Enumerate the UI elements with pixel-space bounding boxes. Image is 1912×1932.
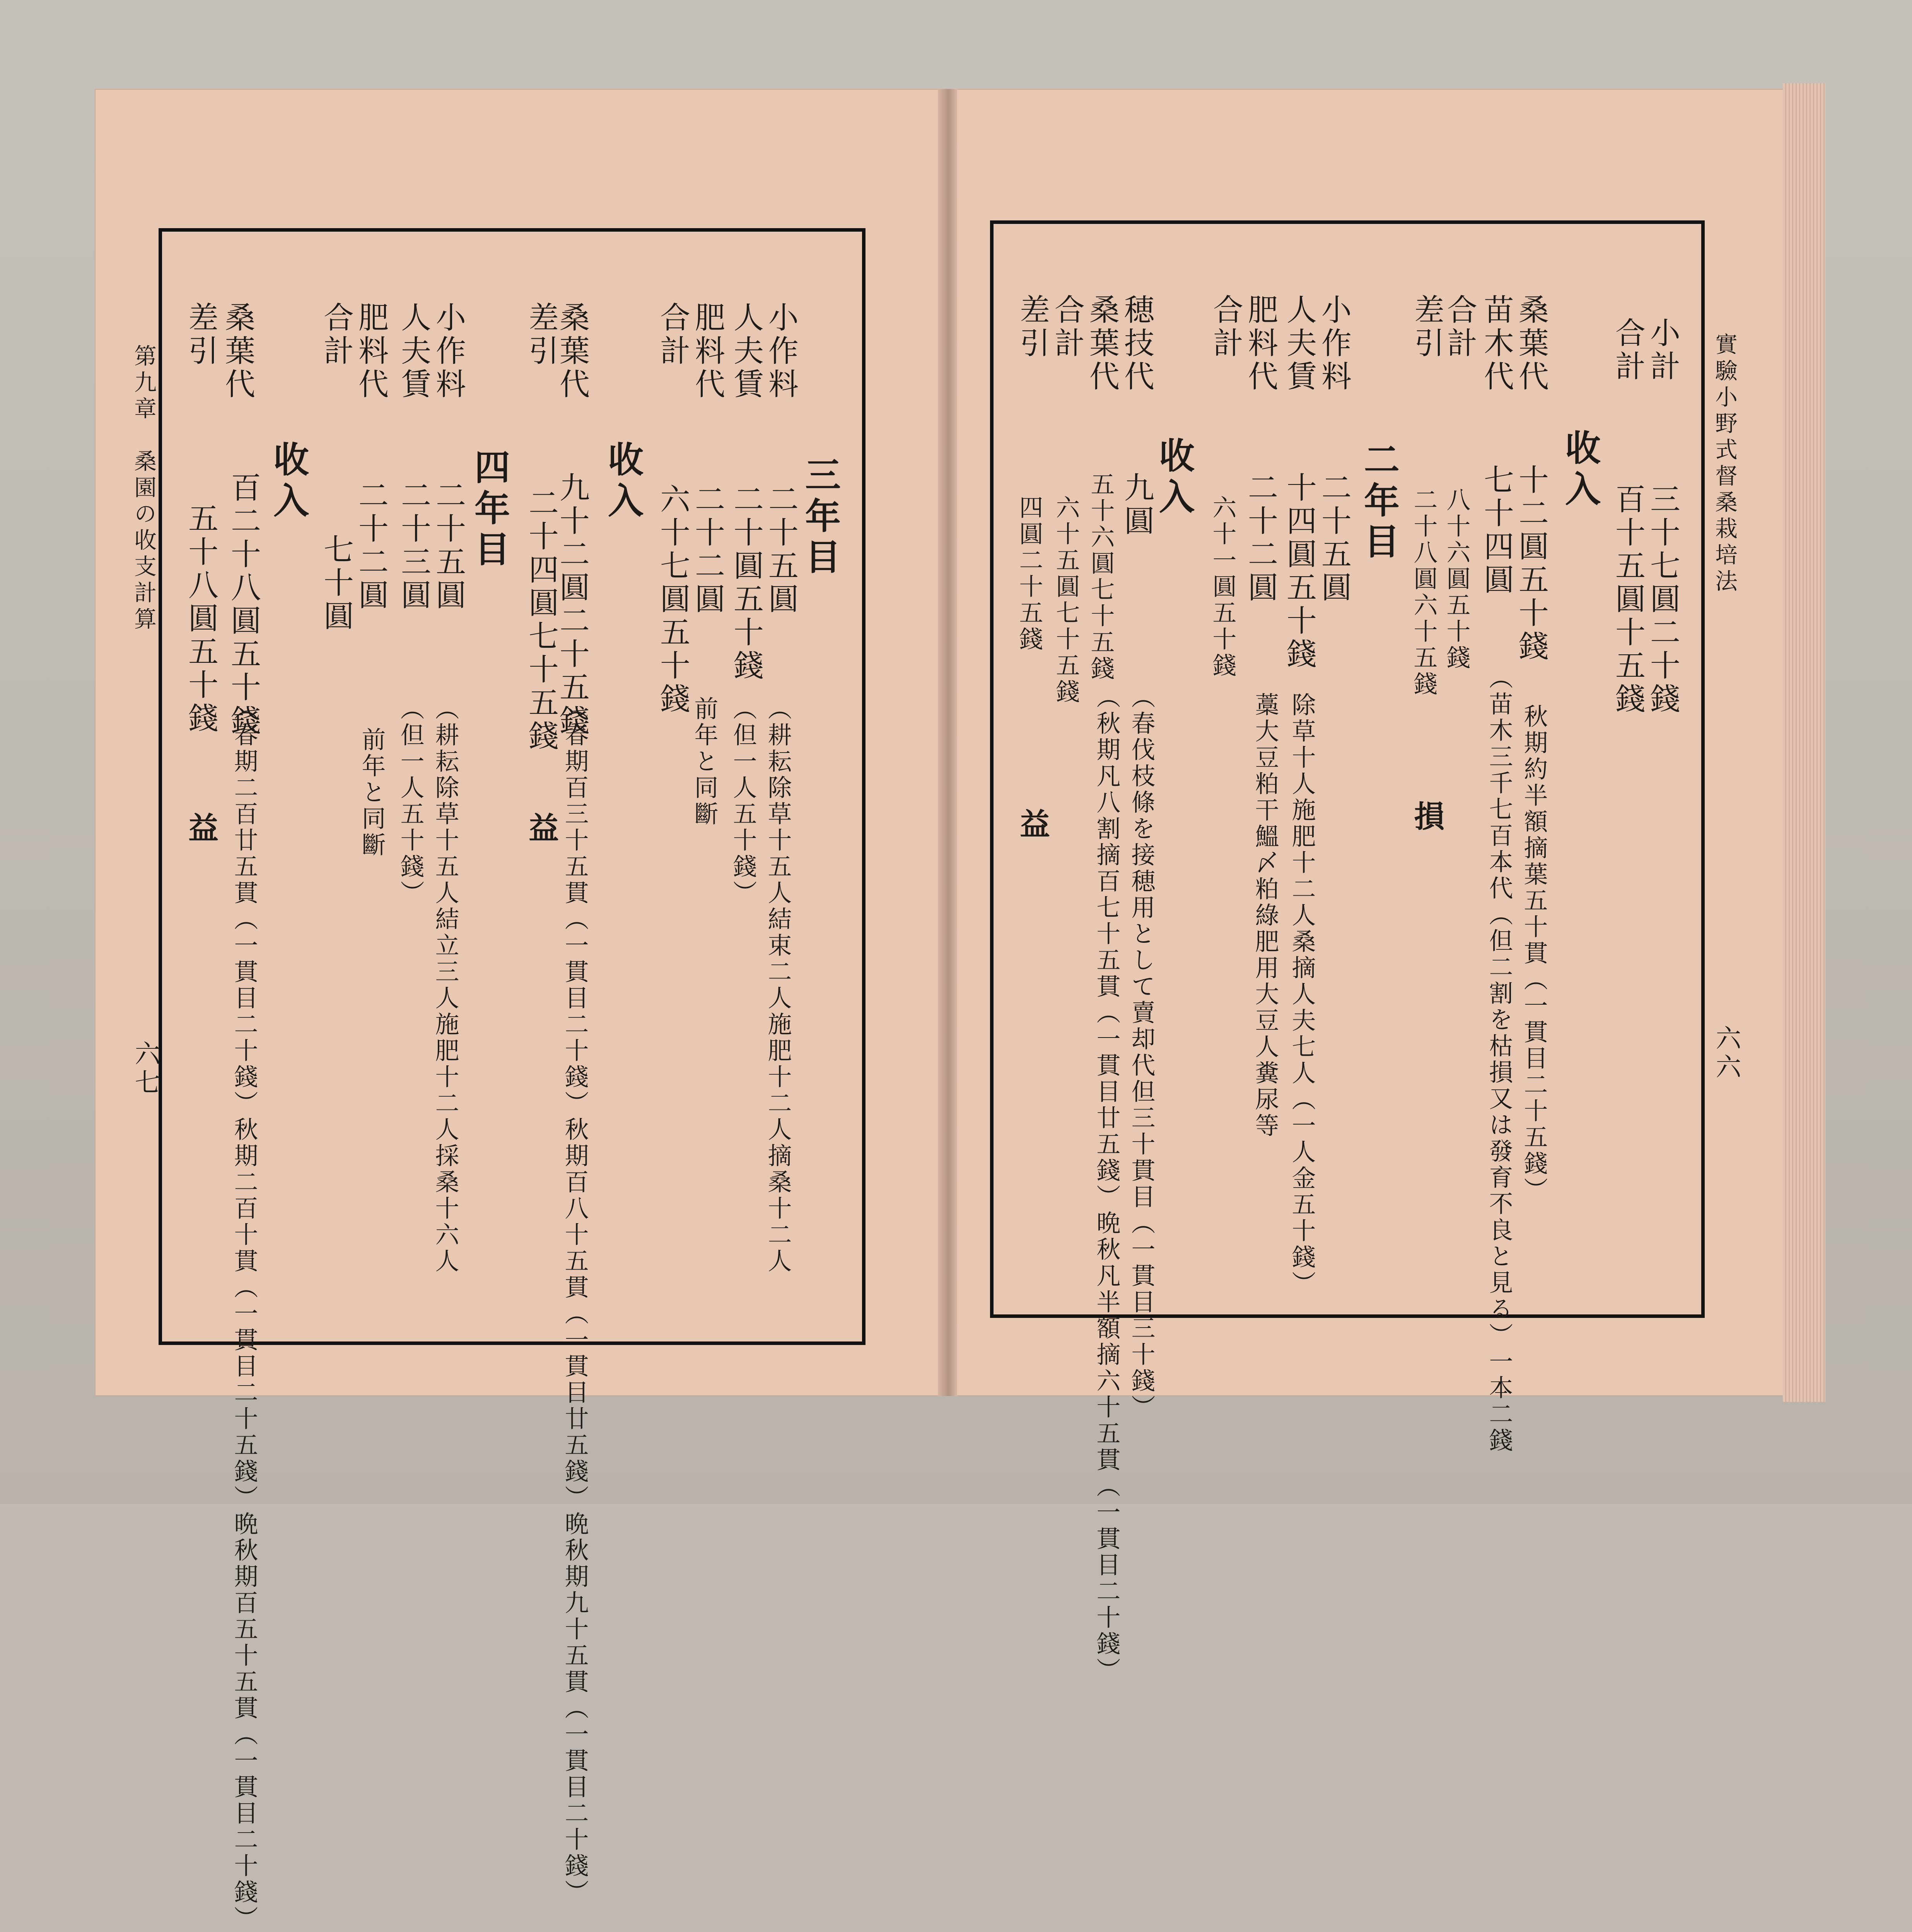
left-cost4-amount-2: 二十三圓	[396, 480, 431, 613]
right-income1-amount-2: 七十四圓	[1479, 464, 1514, 597]
right-income1-note-2: （苗木三千七百本代（但二割を枯損又は發育不良と見る）一本二錢	[1485, 665, 1513, 1454]
left-cost4-label-4: 合計	[319, 302, 353, 368]
right-income2-result: 益	[1015, 808, 1050, 841]
right-cost2-amount-1: 二十五圓	[1316, 472, 1351, 605]
right-top-amount-1: 三十七圓二十錢	[1645, 483, 1680, 716]
right-income1-amount-1: 十二圓五十錢	[1514, 464, 1548, 664]
right-income2-amount-3: 六十五圓七十五錢	[1052, 495, 1080, 705]
right-income-heading-2: 收入	[1153, 437, 1195, 519]
left-page-number: 六七	[130, 1040, 160, 1097]
left-income3-amount-2: 二十四圓七十五錢	[524, 487, 558, 753]
left-cost-label-2: 人夫賃	[729, 302, 763, 401]
right-income2-label-1: 穂技代	[1119, 294, 1154, 394]
left-income4-label-2: 差引	[183, 302, 218, 368]
right-top-label-1: 小計	[1645, 317, 1680, 384]
left-cost-amount-2: 二十圓五十錢	[729, 483, 763, 683]
right-cost2-amount-2: 十四圓五十錢	[1282, 472, 1316, 671]
left-cost4-amount-4: 七十圓	[319, 534, 353, 633]
right-income1-note-1: 秋期約半額摘葉五十貫（一貫目二十五錢）	[1520, 704, 1548, 1203]
right-top-label-2: 合計	[1610, 317, 1645, 384]
right-page-number: 六六	[1711, 1025, 1741, 1082]
left-cost4-label-3: 肥料代	[353, 302, 388, 401]
right-income1-label-1: 桑葉代	[1514, 294, 1548, 394]
book-gutter	[938, 89, 957, 1396]
left-income4-label-1: 桑葉代	[220, 302, 255, 401]
right-income2-label-4: 差引	[1015, 294, 1050, 360]
right-cost2-amount-3: 二十二圓	[1243, 472, 1278, 605]
left-cost-note-1: （耕耘除草十五人結束二人施肥十二人摘桑十二人	[764, 696, 792, 1275]
right-cost2-note-3: 藁大豆粕干鰮〆粕綠肥用大豆人糞尿等	[1251, 692, 1279, 1139]
right-income2-amount-2: 五十六圓七十五錢	[1087, 472, 1115, 682]
left-income4-amount-1: 百二十八圓五十錢	[226, 472, 261, 738]
left-income3-label-2: 差引	[524, 302, 558, 368]
left-income3-label-1: 桑葉代	[555, 302, 589, 401]
right-cost2-note-2: 除草十人施肥十二人桑摘人夫七人（一人金五十錢）	[1288, 692, 1316, 1297]
left-income3-amount-1: 九十二圓二十五錢	[555, 472, 589, 738]
left-income4-note-1: （春期二百廿五貫（一貫目二十錢）秋期二百十貫（一貫目二十五錢）晩秋期百五十五貫（一貫目二十錢）	[230, 696, 258, 1932]
left-income3-result: 益	[524, 812, 559, 845]
right-cost2-label-4: 合計	[1208, 294, 1243, 360]
right-income1-label-3: 合計	[1442, 294, 1477, 360]
right-income-heading-1: 收入	[1559, 429, 1601, 511]
left-cost-label-4: 合計	[655, 302, 690, 368]
right-cost2-label-3: 肥料代	[1243, 294, 1278, 394]
left-cost-note-3: 前年と同斷	[690, 696, 719, 828]
page-edge-stack	[1783, 83, 1825, 1402]
right-income1-amount-4: 二十八圓六十五錢	[1410, 487, 1438, 698]
left-cost-note-2: （但一人五十錢）	[729, 696, 757, 906]
right-income1-label-4: 差引	[1409, 294, 1444, 360]
right-cost2-label-1: 小作料	[1316, 294, 1351, 394]
right-income2-amount-4: 四圓二十五錢	[1015, 495, 1043, 653]
left-running-head: 第九章 桑園の收支計算	[130, 344, 157, 633]
left-cost4-note-1: （耕耘除草十五人結立三人施肥十二人採桑十六人	[431, 696, 459, 1275]
right-income1-amount-3: 八十六圓五十錢	[1443, 487, 1471, 671]
right-cost2-amount-4: 六十一圓五十錢	[1209, 495, 1237, 679]
right-income2-amount-1: 九圓	[1119, 472, 1154, 538]
heading-year-4: 四年目	[469, 449, 510, 572]
left-income4-amount-2: 五十八圓五十錢	[183, 503, 218, 736]
right-income2-label-2: 桑葉代	[1084, 294, 1119, 394]
left-income-heading-4: 收入	[268, 441, 309, 523]
right-cost2-label-2: 人夫賃	[1282, 294, 1316, 394]
heading-year-3: 三年目	[799, 456, 841, 579]
left-cost-label-1: 小作料	[763, 302, 798, 401]
right-income2-note-2: （秋期凡八割摘百七十五貫（一貫目廿五錢）晩秋凡半額摘六十五貫（一貫目二十錢）	[1093, 684, 1121, 1684]
left-cost-amount-4: 六十七圓五十錢	[655, 483, 690, 716]
left-cost4-label-2: 人夫賃	[396, 302, 431, 401]
left-cost4-label-1: 小作料	[431, 302, 466, 401]
left-income3-note-1: （春期百三十五貫（一貫目二十錢）秋期百八十五貫（一貫目廿五錢）晩秋期九十五貫（一貫目二十錢）	[561, 696, 589, 1906]
right-income1-result: 損	[1409, 800, 1444, 834]
right-income2-label-3: 合計	[1050, 294, 1084, 360]
left-cost-label-3: 肥料代	[690, 302, 725, 401]
heading-year-2: 二年目	[1358, 441, 1400, 564]
left-income4-result: 益	[183, 812, 219, 845]
left-cost-amount-1: 二十五圓	[763, 483, 798, 616]
left-cost4-note-2: （但一人五十錢）	[396, 696, 425, 906]
right-top-amount-2: 百十五圓十五錢	[1610, 483, 1645, 716]
left-cost-amount-3: 二十二圓	[690, 483, 725, 616]
left-income-heading-3: 收入	[602, 441, 644, 523]
right-income2-note-1: （春伐枝條を接穂用として賣却代但三十貫目（一貫目三十錢）	[1127, 684, 1156, 1421]
left-cost4-amount-1: 二十五圓	[431, 480, 466, 613]
left-cost4-note-3: 前年と同斷	[358, 727, 386, 858]
left-cost4-amount-3: 二十二圓	[353, 480, 388, 613]
right-income1-label-2: 苗木代	[1479, 294, 1514, 394]
right-running-head: 實驗小野式督桑栽培法	[1711, 333, 1738, 596]
